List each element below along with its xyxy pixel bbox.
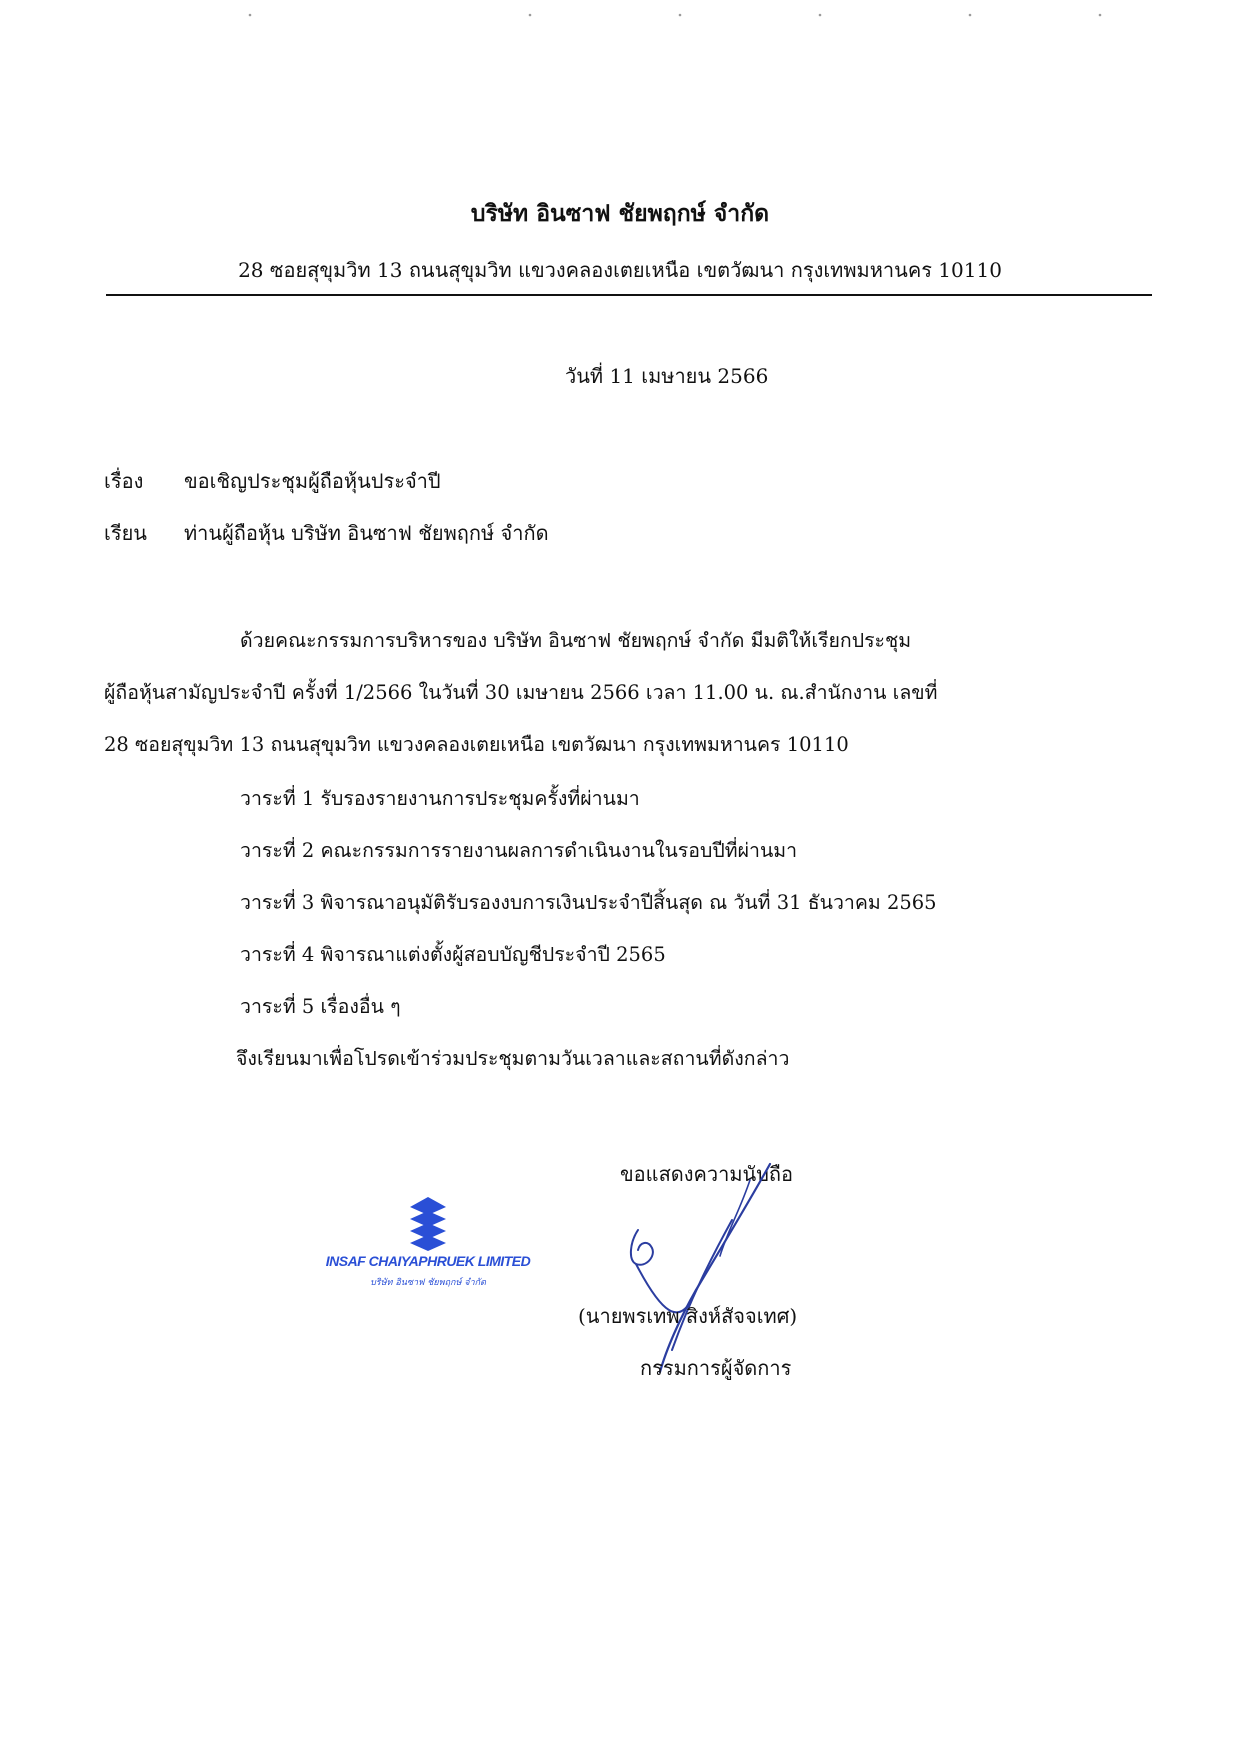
scan-artifact-dots [150,12,1110,18]
subject-label: เรื่อง [104,469,144,493]
recipient-value: ท่านผู้ถือหุ้น บริษัท อินซาฟ ชัยพฤกษ์ จำกัด [184,521,549,545]
letter-date: วันที่ 11 เมษายน 2566 [565,364,769,388]
subject-value: ขอเชิญประชุมผู้ถือหุ้นประจำปี [184,469,441,493]
body-paragraph-line: 28 ซอยสุขุมวิท 13 ถนนสุขุมวิท แขวงคลองเตยเหนือ เขตวัฒนา กรุงเทพมหานคร 10110 [104,733,849,756]
agenda-item: วาระที่ 5 เรื่องอื่น ๆ [240,995,401,1018]
agenda-item: วาระที่ 1 รับรองรายงานการประชุมครั้งที่ผ่านมา [240,787,640,810]
seal-text-thai: บริษัท อินซาฟ ชัยพฤกษ์ จำกัด [370,1278,486,1288]
company-seal [308,1195,548,1305]
signer-title: กรรมการผู้จัดการ [640,1356,792,1380]
building-logo-icon [406,1195,450,1251]
sign-off: ขอแสดงความนับถือ [620,1162,794,1186]
agenda-item: วาระที่ 3 พิจารณาอนุมัติรับรองงบการเงินประจำปีสิ้นสุด ณ วันที่ 31 ธันวาคม 2565 [240,891,937,914]
letterhead-divider [106,294,1152,296]
agenda-item: วาระที่ 4 พิจารณาแต่งตั้งผู้สอบบัญชีประจำปี 2565 [240,943,666,966]
signer-name: (นายพรเทพ สิงห์สัจจเทศ) [578,1304,798,1328]
body-paragraph-line: ผู้ถือหุ้นสามัญประจำปี ครั้งที่ 1/2566 ในวันที่ 30 เมษายน 2566 เวลา 11.00 น. ณ.สำนักงาน เลขที่ [104,681,938,704]
recipient-label: เรียน [104,521,147,545]
closing-sentence: จึงเรียนมาเพื่อโปรดเข้าร่วมประชุมตามวันเวลาและสถานที่ดังกล่าว [236,1047,790,1070]
company-name-heading: บริษัท อินซาฟ ชัยพฤกษ์ จำกัด [470,200,770,227]
company-address: 28 ซอยสุขุมวิท 13 ถนนสุขุมวิท แขวงคลองเตยเหนือ เขตวัฒนา กรุงเทพมหานคร 10110 [238,258,1002,282]
body-paragraph-line: ด้วยคณะกรรมการบริหารของ บริษัท อินซาฟ ชัยพฤกษ์ จำกัด มีมติให้เรียกประชุม [240,629,912,652]
agenda-item: วาระที่ 2 คณะกรรมการรายงานผลการดำเนินงานในรอบปีที่ผ่านมา [240,839,798,862]
seal-text-english: INSAF CHAIYAPHRUEK LIMITED [325,1253,531,1269]
